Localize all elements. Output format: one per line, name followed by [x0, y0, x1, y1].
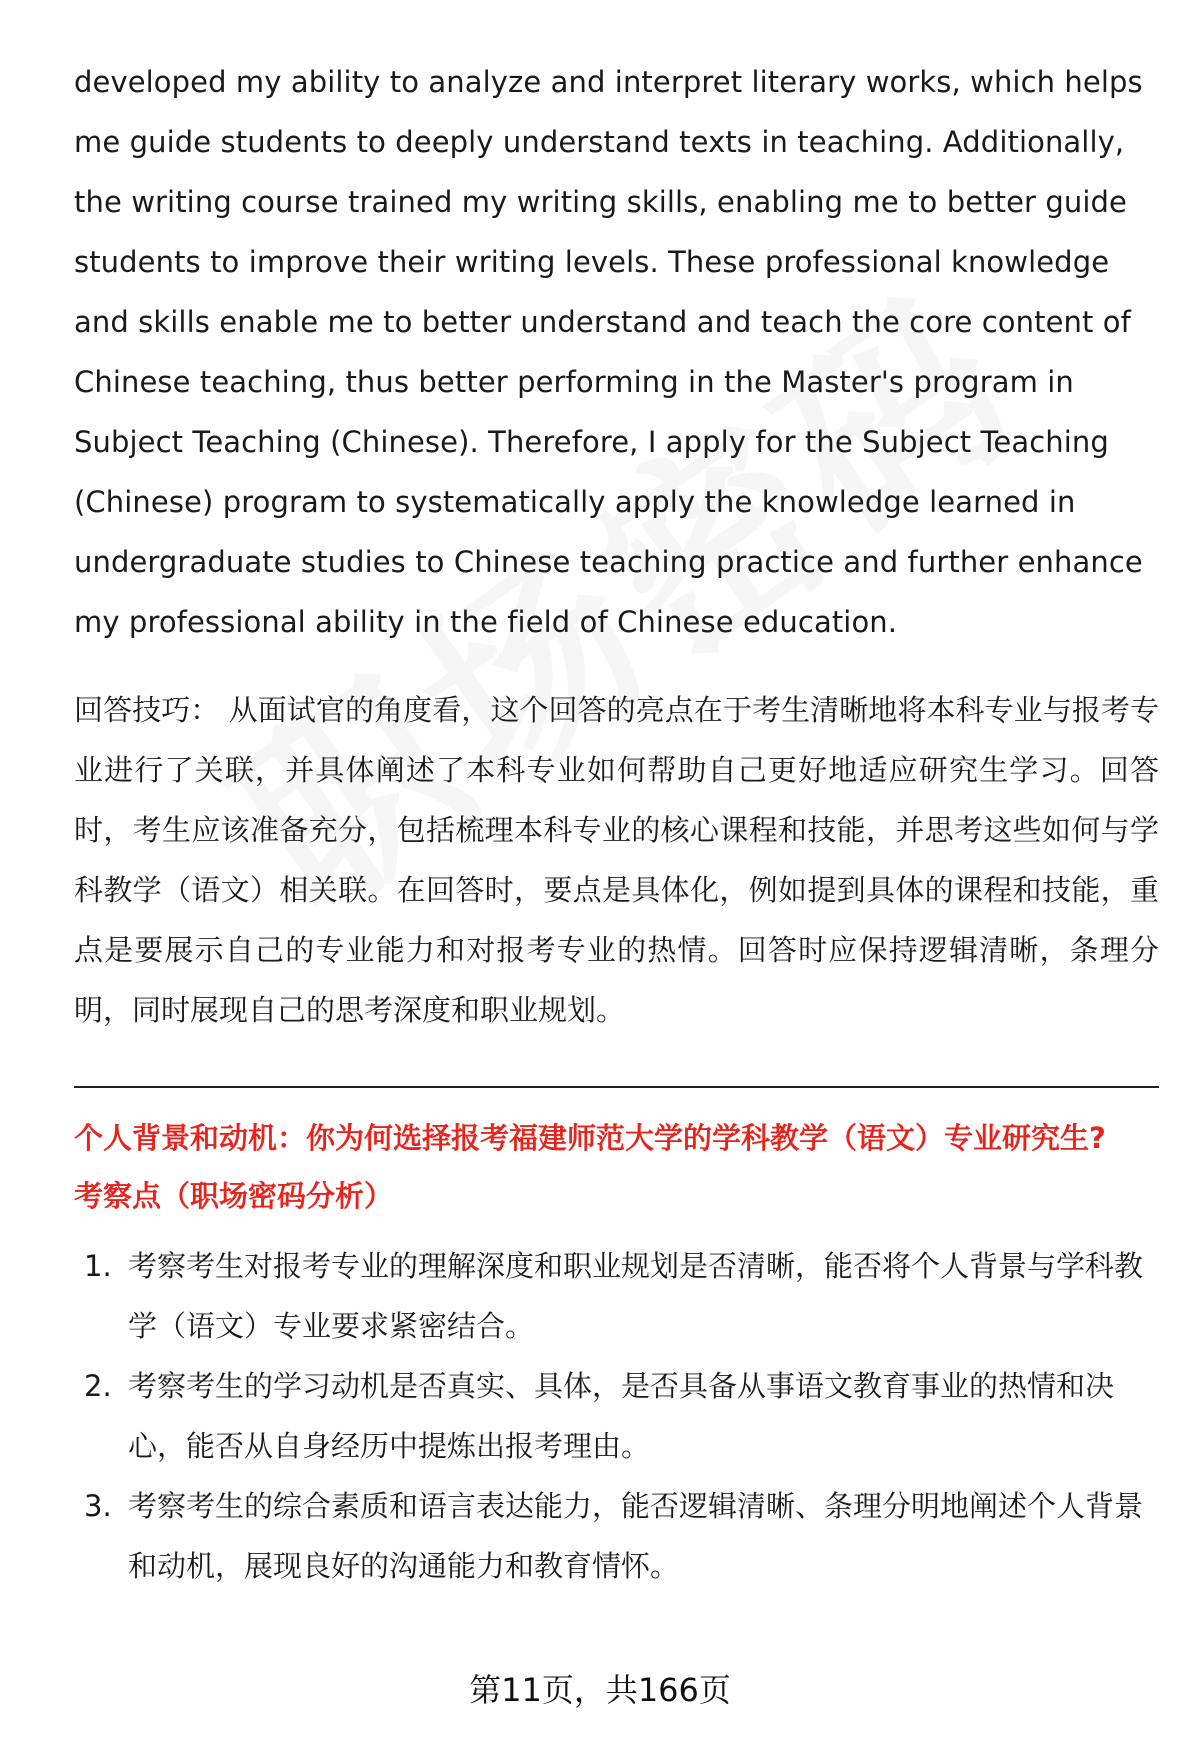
answer-tip-paragraph: 回答技巧： 从面试官的角度看，这个回答的亮点在于考生清晰地将本科专业与报考专业进行了关联，并具体阐述了本科专业如何帮助自己更好地适应研究生学习。回答时，考生应该准备充分，包括梳理本科专业的核心课程和技能，并思考这些如何与学科教学（语文）相关联。在回答时，要点是具体化，例如提到具体的课程和技能，重点是要展示自己的专业能力和对报考专业的热情。回答时应保持逻辑清晰，条理分明，同时展现自己的思考深度和职业规划。 [74, 693, 1159, 1027]
list-item-text: 考察考生对报考专业的理解深度和职业规划是否清晰，能否将个人背景与学科教学（语文）专业要求紧密结合。 [128, 1249, 1144, 1343]
list-item-number: 2. [84, 1369, 112, 1403]
question-heading: 个人背景和动机：你为何选择报考福建师范大学的学科教学（语文）专业研究生? [74, 1121, 1106, 1155]
list-item-number: 1. [84, 1249, 112, 1283]
section-divider [74, 1086, 1159, 1088]
list-item-number: 3. [84, 1489, 112, 1523]
intro-paragraph: developed my ability to analyze and interpret literary works, which helps me guide students to deeply understand texts in teaching. Additionally, the writing course trained my writing skills, enabling me to better guide students to improve their writing levels. These professional knowledge and skills enable me to better understand and teach the core content of Chinese teaching, thus better performing in the Master's program in Subject Teaching (Chinese). Therefore, I apply for the Subject Teaching (Chinese) program to systematically apply the knowledge learned in undergraduate studies to Chinese teaching practice and further enhance my professional ability in the field of Chinese education. [74, 65, 1143, 639]
list-item-text: 考察考生的学习动机是否真实、具体，是否具备从事语文教育事业的热情和决心，能否从自身经历中提炼出报考理由。 [128, 1369, 1115, 1463]
list-item-text: 考察考生的综合素质和语言表达能力，能否逻辑清晰、条理分明地阐述个人背景和动机，展现良好的沟通能力和教育情怀。 [128, 1489, 1144, 1583]
list-item [74, 1356, 1159, 1476]
page-number-footer: 第11页，共166页 [469, 1671, 731, 1709]
list-item [74, 1476, 1159, 1596]
assessment-points-list [74, 1236, 1159, 1596]
document-page [74, 52, 1159, 1596]
assessment-points-heading: 考察点（职场密码分析） [74, 1179, 394, 1213]
list-item [74, 1236, 1159, 1356]
